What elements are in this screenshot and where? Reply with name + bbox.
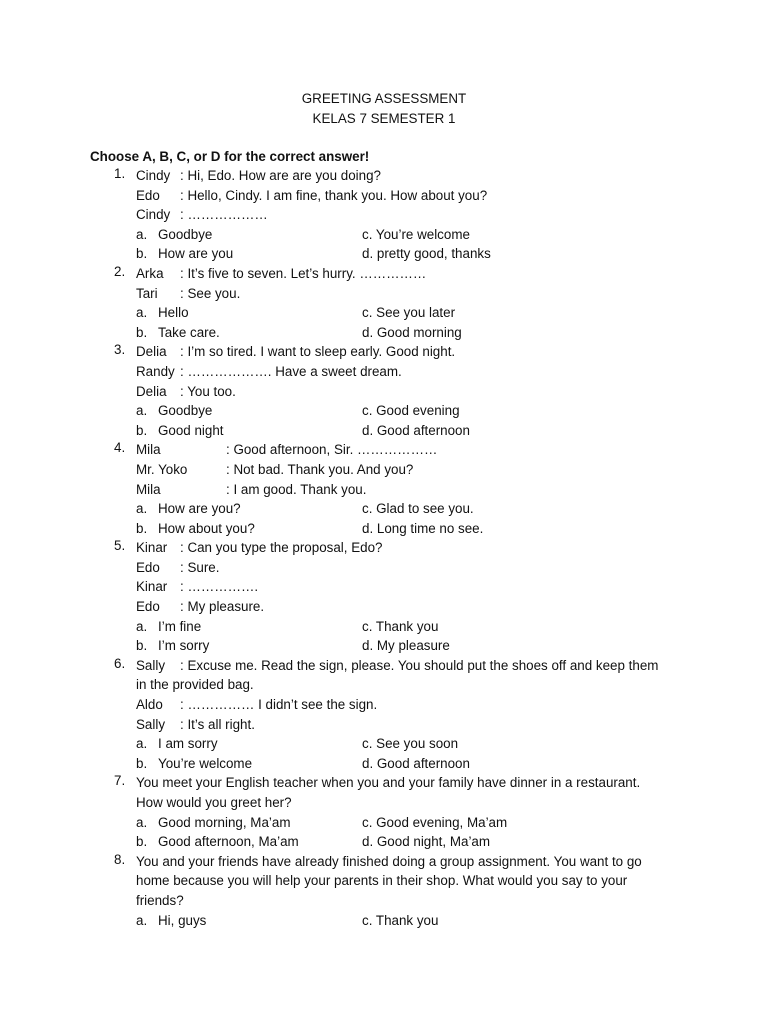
question-text: You meet your English teacher when you and your family have dinner in a restaurant.: [136, 775, 641, 791]
dialogue-text: : Can you type the proposal, Edo?: [180, 540, 383, 556]
options-row: [0, 734, 768, 754]
option-text: Goodbye: [158, 403, 213, 419]
answer-option: [136, 401, 212, 421]
question-number: 5.: [114, 538, 126, 554]
answer-option: [362, 323, 462, 343]
option-letter: a.: [136, 403, 148, 419]
question-number: 7.: [114, 773, 126, 789]
dialogue-text: : Good afternoon, Sir. ………………: [226, 442, 438, 458]
answer-option: [136, 421, 224, 441]
option-text: Take care.: [158, 324, 220, 340]
option-letter: a.: [136, 912, 148, 928]
options-row: [0, 303, 768, 323]
options-row: [0, 421, 768, 441]
dialogue-line: [0, 656, 768, 676]
answer-option: [362, 303, 455, 323]
question-number: 8.: [114, 851, 126, 867]
question-item: [0, 538, 768, 656]
dialogue-text: : It’s five to seven. Let’s hurry. ……………: [180, 265, 427, 281]
option-text: How are you: [158, 246, 234, 262]
option-text: Good morning, Ma’am: [158, 814, 291, 830]
question-item: [0, 656, 768, 774]
option-text: d. Long time no see.: [362, 520, 484, 536]
option-text: I’m sorry: [158, 638, 210, 654]
speaker-name: Kinar: [136, 540, 168, 556]
option-letter: b.: [136, 638, 148, 654]
document-title: GREETING ASSESSMENT: [301, 91, 467, 106]
answer-option: [136, 519, 255, 539]
dialogue-line: [0, 558, 768, 578]
option-letter: b.: [136, 324, 148, 340]
option-text: d. pretty good, thanks: [362, 246, 491, 262]
option-letter: b.: [136, 422, 148, 438]
answer-option: [362, 832, 490, 852]
question-text: friends?: [136, 892, 184, 908]
option-text: c. Thank you: [362, 618, 439, 634]
answer-option: [362, 911, 438, 931]
options-row: [0, 636, 768, 656]
dialogue-text: : ………………. Have a sweet dream.: [180, 363, 402, 379]
option-letter: a.: [136, 736, 148, 752]
option-letter: a.: [136, 814, 148, 830]
answer-option: [362, 225, 470, 245]
option-text: Good night: [158, 422, 224, 438]
dialogue-line: [0, 342, 768, 362]
dialogue-line: [0, 264, 768, 284]
options-row: [0, 911, 768, 931]
dialogue-line: [0, 675, 768, 695]
dialogue-line: [0, 186, 768, 206]
options-row: [0, 832, 768, 852]
dialogue-text: : Excuse me. Read the sign, please. You should put the shoes off and keep them: [180, 657, 659, 673]
dialogue-line: [0, 597, 768, 617]
options-row: [0, 323, 768, 343]
answer-option: [136, 499, 241, 519]
option-letter: b.: [136, 520, 148, 536]
question-item: [0, 440, 768, 538]
option-text: c. See you soon: [362, 736, 459, 752]
speaker-name: Mr. Yoko: [136, 461, 188, 477]
answer-option: [362, 519, 483, 539]
answer-option: [136, 754, 252, 774]
option-letter: b.: [136, 246, 148, 262]
dialogue-text: : See you.: [180, 285, 241, 301]
answer-option: [136, 244, 233, 264]
dialogue-text: : …………….: [180, 579, 259, 595]
option-text: Hi, guys: [158, 912, 207, 928]
answer-option: [362, 244, 491, 264]
dialogue-text: : Sure.: [180, 559, 220, 575]
dialogue-line: [0, 695, 768, 715]
option-text: c. Thank you: [362, 912, 439, 928]
answer-option: [362, 813, 507, 833]
answer-option: [136, 734, 218, 754]
answer-option: [136, 832, 299, 852]
dialogue-text: : Hello, Cindy. I am fine, thank you. How about you?: [180, 187, 488, 203]
answer-option: [362, 499, 474, 519]
options-row: [0, 244, 768, 264]
answer-option: [362, 401, 460, 421]
answer-option: [136, 303, 189, 323]
speaker-name: Mila: [136, 481, 161, 497]
option-letter: b.: [136, 755, 148, 771]
dialogue-line: [0, 852, 768, 872]
option-text: c. See you later: [362, 305, 456, 321]
question-list: [0, 166, 768, 930]
option-text: d. Good afternoon: [362, 755, 470, 771]
speaker-name: Sally: [136, 716, 166, 732]
speaker-name: Mila: [136, 442, 161, 458]
speaker-name: Cindy: [136, 207, 171, 223]
speaker-name: Edo: [136, 187, 160, 203]
option-text: You’re welcome: [158, 755, 253, 771]
answer-option: [362, 636, 450, 656]
question-text: in the provided bag.: [136, 677, 254, 693]
option-letter: b.: [136, 834, 148, 850]
answer-option: [136, 911, 206, 931]
dialogue-text: : …………… I didn’t see the sign.: [180, 697, 378, 713]
question-text: You and your friends have already finished doing a group assignment. You want to go: [136, 853, 642, 869]
answer-option: [136, 813, 290, 833]
speaker-name: Arka: [136, 265, 164, 281]
speaker-name: Edo: [136, 559, 160, 575]
question-text: home because you will help your parents in their shop. What would you say to your: [136, 873, 628, 889]
options-row: [0, 401, 768, 421]
options-row: [0, 617, 768, 637]
dialogue-line: [0, 480, 768, 500]
dialogue-line: [0, 715, 768, 735]
speaker-name: Delia: [136, 383, 167, 399]
question-item: [0, 166, 768, 264]
options-row: [0, 519, 768, 539]
question-item: [0, 264, 768, 342]
answer-option: [136, 225, 212, 245]
option-text: How are you?: [158, 501, 241, 517]
option-text: d. My pleasure: [362, 638, 450, 654]
option-text: c. You’re welcome: [362, 226, 470, 242]
question-item: [0, 852, 768, 930]
dialogue-line: [0, 538, 768, 558]
question-number: 1.: [114, 166, 126, 181]
dialogue-text: : I’m so tired. I want to sleep early. Good night.: [180, 344, 456, 360]
option-letter: a.: [136, 501, 148, 517]
instruction-text: Choose A, B, C, or D for the correct answer!: [90, 149, 370, 164]
dialogue-line: [0, 460, 768, 480]
dialogue-line: [0, 891, 768, 911]
answer-option: [362, 421, 470, 441]
dialogue-text: : Hi, Edo. How are are you doing?: [180, 168, 381, 183]
question-number: 6.: [114, 655, 126, 671]
dialogue-line: [0, 205, 768, 225]
option-text: c. Good evening, Ma’am: [362, 814, 508, 830]
answer-option: [136, 323, 220, 343]
option-text: d. Good night, Ma’am: [362, 834, 491, 850]
document-subtitle: KELAS 7 SEMESTER 1: [312, 111, 456, 126]
answer-option: [136, 617, 201, 637]
options-row: [0, 499, 768, 519]
option-text: I’m fine: [158, 618, 202, 634]
option-text: I am sorry: [158, 736, 218, 752]
question-text: How would you greet her?: [136, 795, 292, 810]
dialogue-text: : ………………: [180, 207, 268, 223]
dialogue-text: : Not bad. Thank you. And you?: [226, 461, 414, 477]
answer-option: [362, 617, 438, 637]
question-number: 2.: [114, 263, 126, 279]
answer-option: [362, 734, 458, 754]
option-text: Goodbye: [158, 226, 213, 242]
answer-option: [362, 754, 470, 774]
dialogue-line: [0, 284, 768, 304]
question-number: 3.: [114, 342, 126, 358]
dialogue-text: : I am good. Thank you.: [226, 481, 367, 497]
speaker-name: Delia: [136, 344, 167, 360]
dialogue-line: [0, 440, 768, 460]
option-text: Hello: [158, 305, 189, 321]
dialogue-line: [0, 871, 768, 891]
dialogue-line: [0, 773, 768, 793]
options-row: [0, 813, 768, 833]
dialogue-text: : You too.: [180, 383, 236, 399]
dialogue-line: [0, 793, 768, 813]
speaker-name: Aldo: [136, 697, 163, 713]
option-text: Good afternoon, Ma’am: [158, 834, 299, 850]
dialogue-line: [0, 577, 768, 597]
option-text: c. Glad to see you.: [362, 501, 474, 517]
question-item: [0, 773, 768, 851]
options-row: [0, 225, 768, 245]
option-text: d. Good afternoon: [362, 422, 470, 438]
dialogue-text: : My pleasure.: [180, 599, 265, 615]
option-letter: a.: [136, 226, 148, 242]
speaker-name: Kinar: [136, 579, 168, 595]
option-letter: a.: [136, 305, 148, 321]
dialogue-line: [0, 166, 768, 186]
answer-option: [136, 636, 209, 656]
speaker-name: Tari: [136, 285, 158, 301]
question-item: [0, 342, 768, 440]
question-number: 4.: [114, 440, 126, 456]
dialogue-text: : It’s all right.: [180, 716, 255, 732]
option-text: c. Good evening: [362, 403, 460, 419]
speaker-name: Edo: [136, 599, 160, 615]
option-letter: a.: [136, 618, 148, 634]
dialogue-line: [0, 382, 768, 402]
dialogue-line: [0, 362, 768, 382]
options-row: [0, 754, 768, 774]
option-text: d. Good morning: [362, 324, 462, 340]
option-text: How about you?: [158, 520, 255, 536]
speaker-name: Cindy: [136, 168, 171, 183]
speaker-name: Sally: [136, 657, 166, 673]
speaker-name: Randy: [136, 363, 175, 379]
